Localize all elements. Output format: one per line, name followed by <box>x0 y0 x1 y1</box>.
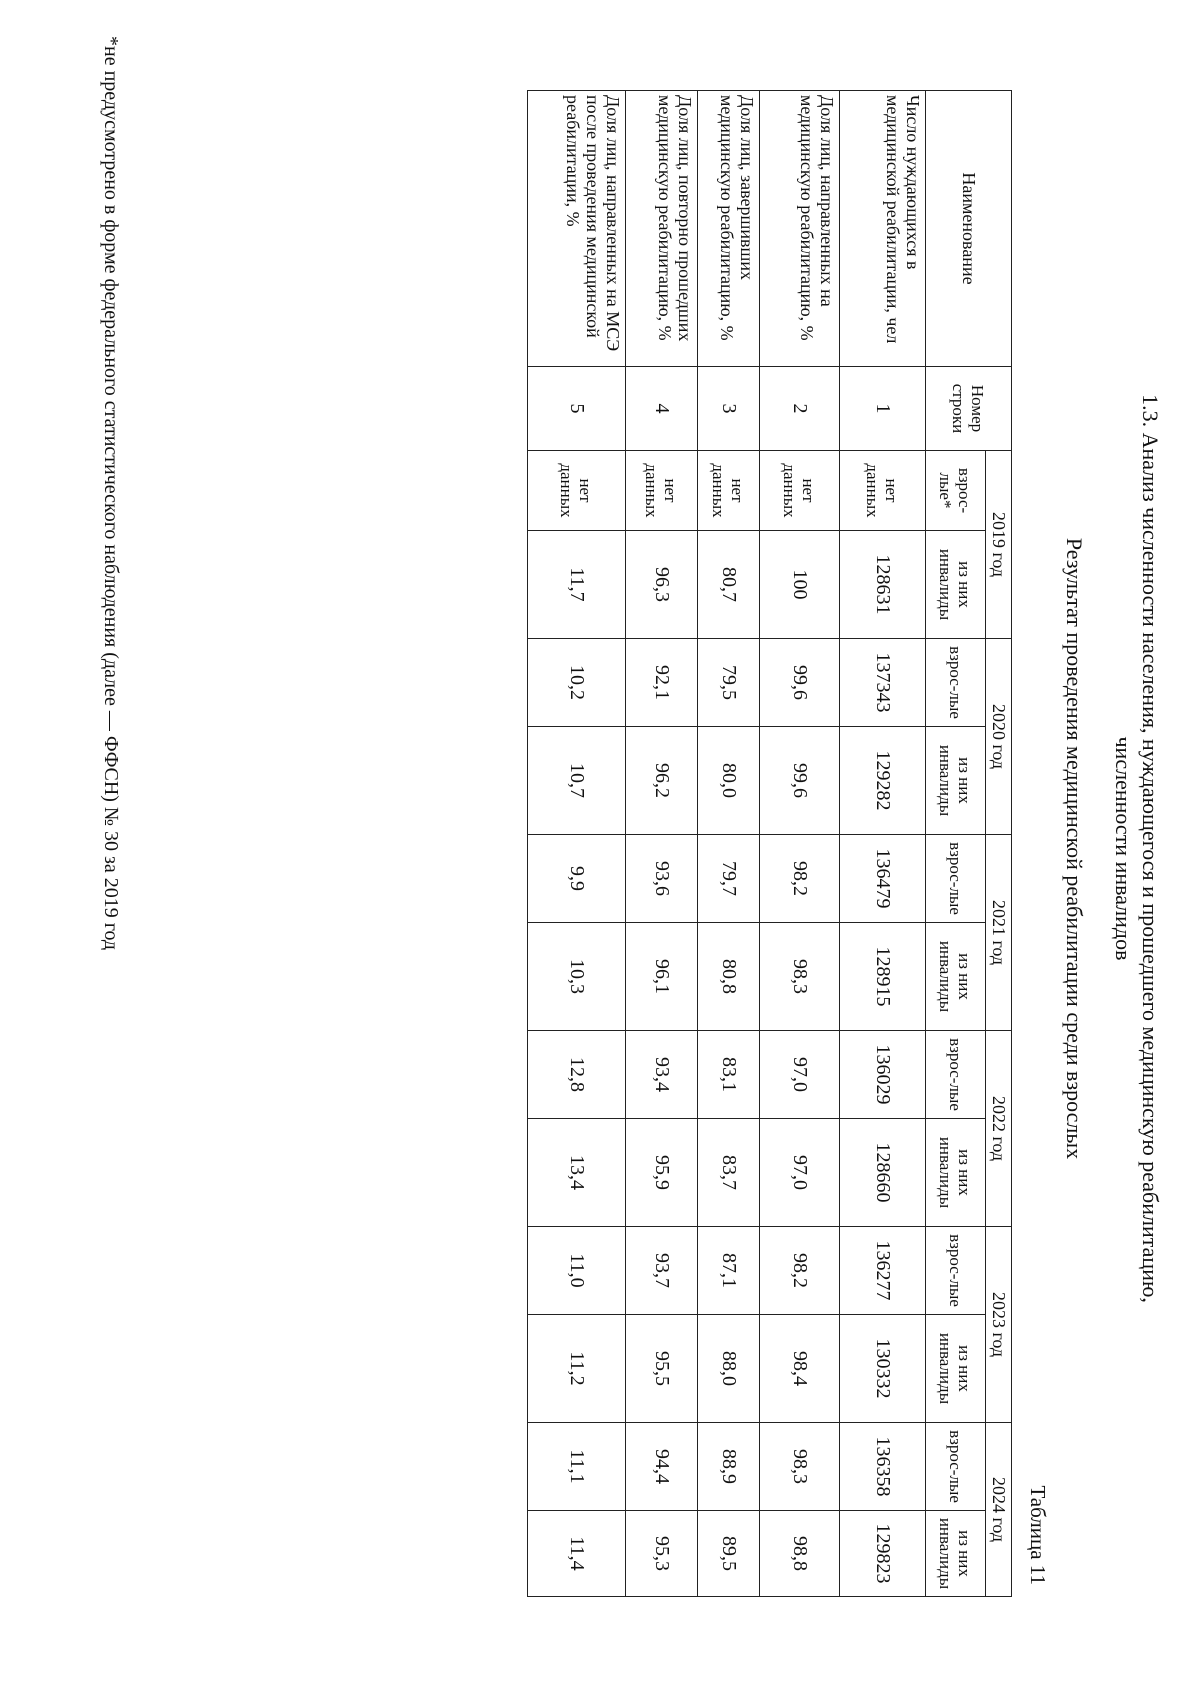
table-cell: 10,7 <box>528 727 626 835</box>
subheader-disabled: из них инвалиды <box>926 531 986 639</box>
table-cell: 129823 <box>840 1511 926 1597</box>
subheader-adults: взрос-лые <box>926 1423 986 1511</box>
table-cell: 9,9 <box>528 835 626 923</box>
table-cell: 93,4 <box>626 1031 698 1119</box>
table-cell: 137343 <box>840 639 926 727</box>
subheader-adults: взрос-лые <box>926 835 986 923</box>
header-year-2023: 2023 год <box>986 1227 1012 1423</box>
table-cell: 89,5 <box>698 1511 760 1597</box>
footnote: *не предусмотрено в форме федерального статистического наблюдения (далее — ФФСН) № 30 за 2019 год <box>100 36 122 951</box>
table-cell: 80,7 <box>698 531 760 639</box>
subheader-adults: взрос-лые <box>926 639 986 727</box>
header-year-2021: 2021 год <box>986 835 1012 1031</box>
row-number: 5 <box>528 367 626 451</box>
row-number: 4 <box>626 367 698 451</box>
table-cell: 96,2 <box>626 727 698 835</box>
header-year-2020: 2020 год <box>986 639 1012 835</box>
subheader-adults: взрос-лые <box>926 1031 986 1119</box>
table-cell: нет данных <box>698 451 760 531</box>
header-year-2024: 2024 год <box>986 1423 1012 1597</box>
table-cell: 98,3 <box>760 923 840 1031</box>
row-name: Доля лиц, направленных на МСЭ после проведения медицинской реабилитации, % <box>528 91 626 367</box>
table-row <box>626 91 698 1597</box>
table-cell: 97,0 <box>760 1119 840 1227</box>
table-cell: 100 <box>760 531 840 639</box>
row-name: Число нуждающихся в медицинской реабилитации, чел <box>840 91 926 367</box>
table-row <box>528 91 626 1597</box>
table-cell: 128660 <box>840 1119 926 1227</box>
section-heading-line2: численности инвалидов <box>1111 736 1136 961</box>
table-cell: 136479 <box>840 835 926 923</box>
table-cell: нет данных <box>626 451 698 531</box>
table-cell: 10,3 <box>528 923 626 1031</box>
table-cell: 98,2 <box>760 1227 840 1315</box>
header-year-2019: 2019 год <box>986 451 1012 639</box>
row-number: 2 <box>760 367 840 451</box>
header-name: Наименование <box>926 91 1012 367</box>
subheader-disabled: из них инвалиды <box>926 1119 986 1227</box>
table-cell: 97,0 <box>760 1031 840 1119</box>
subheader-disabled: из них инвалиды <box>926 1511 986 1597</box>
table-cell: 98,4 <box>760 1315 840 1423</box>
table-cell: 95,9 <box>626 1119 698 1227</box>
row-number: 1 <box>840 367 926 451</box>
table-cell: 80,0 <box>698 727 760 835</box>
table-cell: 136358 <box>840 1423 926 1511</box>
table-cell: 95,3 <box>626 1511 698 1597</box>
table-cell: 129282 <box>840 727 926 835</box>
row-name: Доля лиц, повторно прошедших медицинскую реабилитацию, % <box>626 91 698 367</box>
table-cell: нет данных <box>840 451 926 531</box>
subheader-adults: взрос-лые <box>926 1227 986 1315</box>
table-cell: 96,3 <box>626 531 698 639</box>
table-cell: 130332 <box>840 1315 926 1423</box>
row-number: 3 <box>698 367 760 451</box>
table-cell: 95,5 <box>626 1315 698 1423</box>
table-cell: 128631 <box>840 531 926 639</box>
table-cell: 128915 <box>840 923 926 1031</box>
table-cell: 88,0 <box>698 1315 760 1423</box>
header-row-number: Номер строки <box>926 367 1012 451</box>
table-label: Таблица 11 <box>1026 1485 1050 1585</box>
subheader-disabled: из них инвалиды <box>926 727 986 835</box>
row-name: Доля лиц, направленных на медицинскую реабилитацию, % <box>760 91 840 367</box>
header-year-2022: 2022 год <box>986 1031 1012 1227</box>
table-cell: нет данных <box>528 451 626 531</box>
table-cell: 93,6 <box>626 835 698 923</box>
table-cell: 79,5 <box>698 639 760 727</box>
table-cell: 136029 <box>840 1031 926 1119</box>
row-name: Доля лиц, завершивших медицинскую реабилитацию, % <box>698 91 760 367</box>
table-cell: 11,1 <box>528 1423 626 1511</box>
table-cell: 13,4 <box>528 1119 626 1227</box>
table-cell: 93,7 <box>626 1227 698 1315</box>
table-cell: 98,8 <box>760 1511 840 1597</box>
table-cell: 92,1 <box>626 639 698 727</box>
rehab-results-table <box>527 90 1012 1597</box>
table-cell: 98,3 <box>760 1423 840 1511</box>
table-cell: 94,4 <box>626 1423 698 1511</box>
table-cell: 11,4 <box>528 1511 626 1597</box>
table-body <box>528 91 926 1597</box>
subheader-disabled: из них инвалиды <box>926 1315 986 1423</box>
subheader-adults: взрос-лые* <box>926 451 986 531</box>
table-cell: 10,2 <box>528 639 626 727</box>
table-cell: 83,1 <box>698 1031 760 1119</box>
table-cell: 83,7 <box>698 1119 760 1227</box>
table-cell: 11,7 <box>528 531 626 639</box>
table-cell: 99,6 <box>760 639 840 727</box>
table-cell: нет данных <box>760 451 840 531</box>
table-cell: 12,8 <box>528 1031 626 1119</box>
table-row <box>698 91 760 1597</box>
table-cell: 11,0 <box>528 1227 626 1315</box>
table-cell: 11,2 <box>528 1315 626 1423</box>
table-row <box>760 91 840 1597</box>
table-cell: 99,6 <box>760 727 840 835</box>
table-cell: 79,7 <box>698 835 760 923</box>
table-cell: 98,2 <box>760 835 840 923</box>
table-cell: 87,1 <box>698 1227 760 1315</box>
table-row <box>840 91 926 1597</box>
subheader-disabled: из них инвалиды <box>926 923 986 1031</box>
table-cell: 88,9 <box>698 1423 760 1511</box>
table-cell: 96,1 <box>626 923 698 1031</box>
table-cell: 80,8 <box>698 923 760 1031</box>
section-heading-line1: 1.3. Анализ численности населения, нуждающегося и прошедшего медицинскую реабилитацию, <box>1138 394 1163 1303</box>
table-cell: 136277 <box>840 1227 926 1315</box>
table-subtitle: Результат проведения медицинской реабилитации среди взрослых <box>1062 537 1087 1160</box>
